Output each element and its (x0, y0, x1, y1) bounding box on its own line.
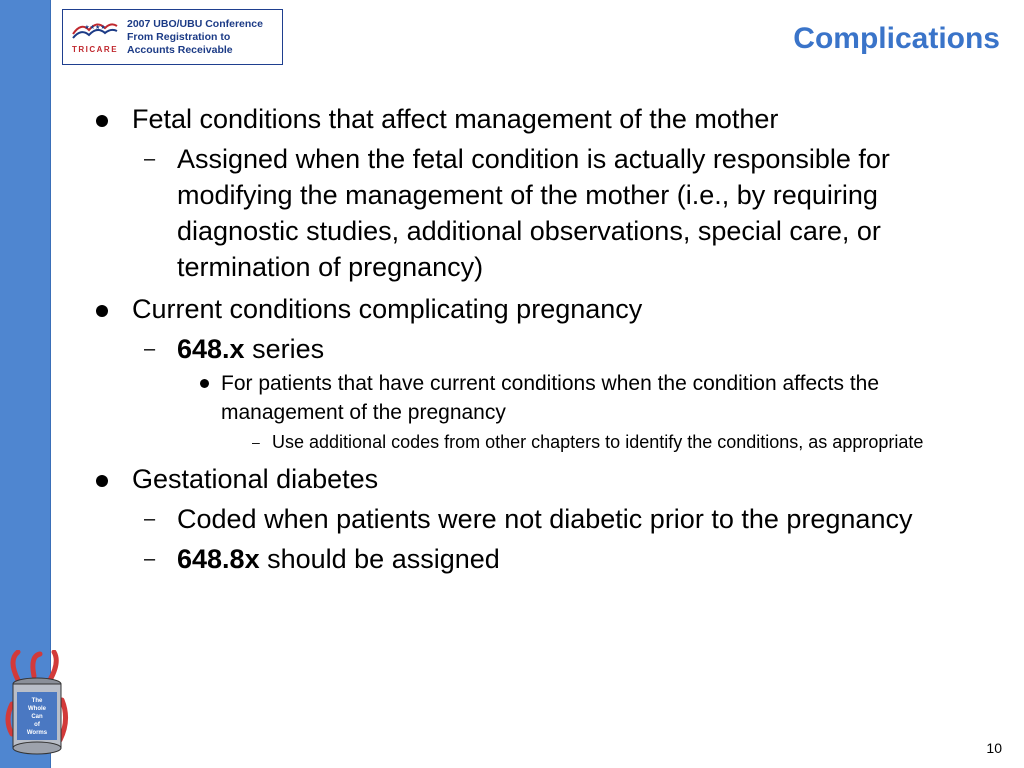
conference-line-1: 2007 UBO/UBU Conference (127, 18, 263, 30)
bullet-fetal-conditions: Fetal conditions that affect management of the mother (96, 101, 976, 137)
sub-bullet-648x: – 648.x series (144, 334, 325, 364)
can-label-line: Worms (26, 730, 48, 736)
bullet-dot (96, 475, 108, 487)
sub-bullet-fetal-assigned: – Assigned when the fetal condition is actually responsible for modifying the management of the mother (i.e., by requiring diagnostic studies, additional observations, special care, or termination of pregnancy) (144, 144, 890, 282)
sub-bullet-6488x: – 648.8x should be assigned (144, 544, 500, 574)
can-label-line: Whole (28, 706, 46, 712)
bullet-gestational-diabetes: Gestational diabetes (96, 461, 976, 497)
code-648x: 648.x (177, 334, 245, 364)
sub-sub-sub-bullet-additional-codes: – Use additional codes from other chapters to identify the conditions, as appropriate (252, 432, 924, 452)
code-6488x: 648.8x (177, 544, 260, 574)
bullet-dot (96, 115, 108, 127)
sub-sub-bullet-current-conditions: For patients that have current conditions when the condition affects the management of the pregnancy (96, 369, 976, 427)
bullet-dot (96, 305, 108, 317)
conference-title (127, 18, 263, 57)
svg-text:★★★★: ★★★★ (84, 25, 106, 31)
conference-header-box (62, 9, 283, 65)
conference-line-2: From Registration to (127, 31, 231, 43)
slide-content (96, 95, 976, 577)
worms-can-icon (4, 650, 70, 758)
slide-title: Complications (793, 22, 1000, 55)
sub-bullet-coded-when: – Coded when patients were not diabetic prior to the pregnancy (144, 504, 913, 534)
bullet-dot (200, 379, 209, 388)
page-number: 10 (986, 740, 1002, 756)
bullet-current-conditions: Current conditions complicating pregnancy (96, 291, 976, 327)
can-label-line: of (34, 722, 40, 728)
can-label-line: The (31, 698, 43, 704)
logo-wordmark: TRICARE (71, 45, 119, 54)
conference-line-3: Accounts Receivable (127, 44, 233, 56)
can-label-line: Can (31, 714, 43, 720)
tricare-logo-icon (69, 16, 121, 58)
